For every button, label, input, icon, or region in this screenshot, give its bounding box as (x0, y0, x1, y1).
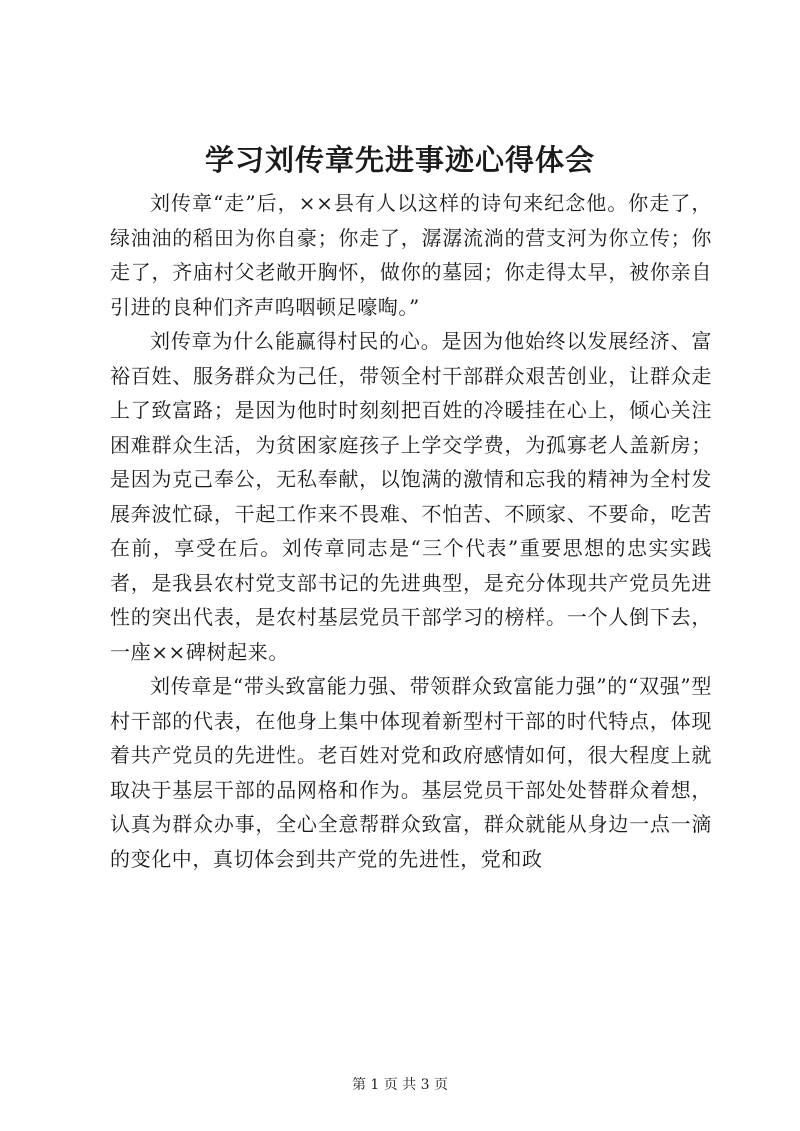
paragraph-3: 刘传章是“带头致富能力强、带领群众致富能力强”的“双强”型村干部的代表，在他身上集中体现着新型村干部的时代特点，体现着共产党员的先进性。老百姓对党和政府感情如何，很大程度上就取决于基层干部的品网格和作为。基层党员干部处处替群众着想，认真为群众办事，全心全意帮群众致富，群众就能从身边一点一滴的变化中，真切体会到共产党的先进性，党和政 (110, 674, 712, 871)
page-number-label: 第 1 页 共 3 页 (351, 1077, 449, 1093)
paragraph-1: 刘传章“走”后，××县有人以这样的诗句来纪念他。你走了，绿油油的稻田为你自豪；你走了，潺潺流淌的营支河为你立传；你走了，齐庙村父老敞开胸怀，做你的墓园；你走得太早，被你亲自引进的良种们齐声呜咽顿足嚎啕。” (110, 191, 712, 319)
document-title: 学习刘传章先进事迹心得体会 (204, 143, 595, 177)
document-body (110, 186, 712, 876)
page-footer (0, 1076, 800, 1094)
paragraph-2: 刘传章为什么能赢得村民的心。是因为他始终以发展经济、富裕百姓、服务群众为己任，带领全村干部群众艰苦创业，让群众走上了致富路；是因为他时时刻刻把百姓的冷暖挂在心上，倾心关注困难群众生活，为贫困家庭孩子上学交学费，为孤寡老人盖新房；是因为克己奉公，无私奉献，以饱满的激情和忘我的精神为全村发展奔波忙碌，干起工作来不畏难、不怕苦、不顾家、不要命，吃苦在前，享受在后。刘传章同志是“三个代表”重要思想的忠实实践者，是我县农村党支部书记的先进典型，是充分体现共产党员先进性的突出代表，是农村基层党员干部学习的榜样。一个人倒下去，一座××碑树起来。 (110, 329, 712, 664)
